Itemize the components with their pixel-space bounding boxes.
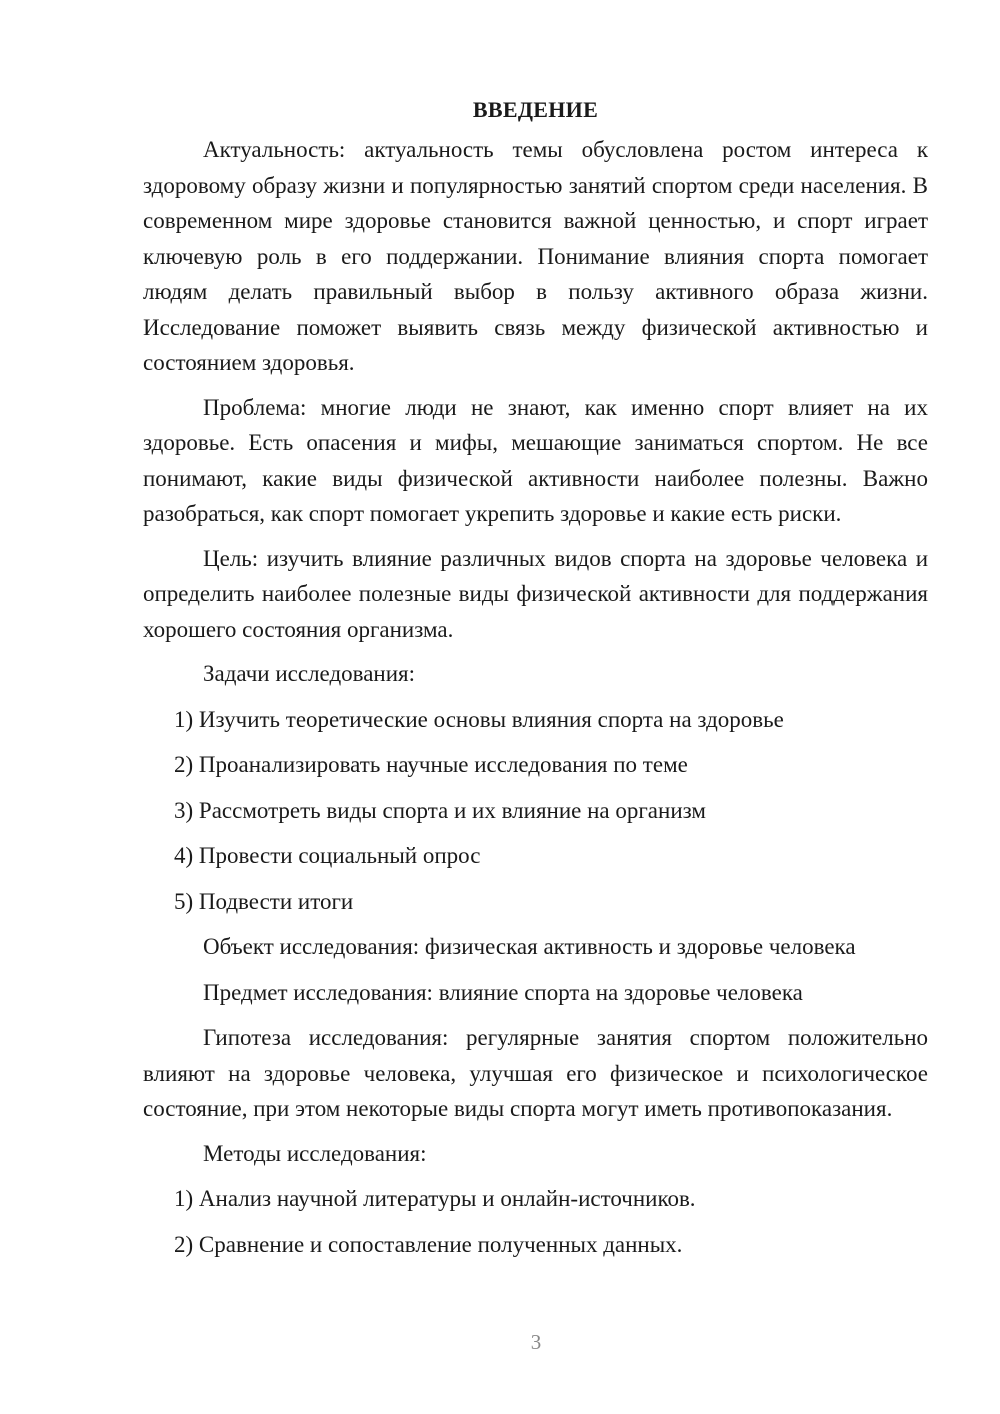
task-item: 2) Проанализировать научные исследования по теме <box>174 752 688 777</box>
task-item: 4) Провести социальный опрос <box>174 843 481 868</box>
tasks-heading: Задачи исследования: <box>203 661 416 686</box>
task-item: 1) Изучить теоретические основы влияния спорта на здоровье <box>174 706 784 732</box>
relevance-paragraph: Актуальность: актуальность темы обусловлена ростом интереса к здоровому образу жизни и популярностью занятий спортом среди населения. В современном мире здоровье становится важной ценностью, и спорт играет ключевую роль в его поддержании. Понимание влияния спорта помогает людям делать правильный выбор в пользу активного образа жизни. Исследование поможет выявить связь между физической активностью и состоянием здоровья. <box>143 137 928 375</box>
method-item: 1) Анализ научной литературы и онлайн-источников. <box>174 1186 696 1211</box>
task-item: 3) Рассмотреть виды спорта и их влияние на организм <box>174 797 706 823</box>
page-number: 3 <box>530 1330 542 1354</box>
method-item: 2) Сравнение и сопоставление полученных данных. <box>174 1231 683 1257</box>
research-object: Объект исследования: физическая активность и здоровье человека <box>203 934 856 959</box>
task-item: 5) Подвести итоги <box>174 888 354 914</box>
research-subject: Предмет исследования: влияние спорта на здоровье человека <box>203 979 803 1005</box>
problem-paragraph: Проблема: многие люди не знают, как именно спорт влияет на их здоровье. Есть опасения и мифы, мешающие заниматься спортом. Не все понимают, какие виды физической активности наиболее полезны. Важно разобраться, как спорт помогает укрепить здоровье и какие есть риски. <box>143 394 928 526</box>
document-page <box>143 92 928 1272</box>
goal-paragraph: Цель: изучить влияние различных видов спорта на здоровье человека и определить наиболее полезные виды физической активности для поддержания хорошего состояния организма. <box>143 545 928 642</box>
section-title: ВВЕДЕНИЕ <box>472 97 599 122</box>
hypothesis-paragraph: Гипотеза исследования: регулярные занятия спортом положительно влияют на здоровье человека, улучшая его физическое и психологическое состояние, при этом некоторые виды спорта могут иметь противопоказания. <box>143 1025 928 1121</box>
methods-heading: Методы исследования: <box>203 1140 427 1166</box>
